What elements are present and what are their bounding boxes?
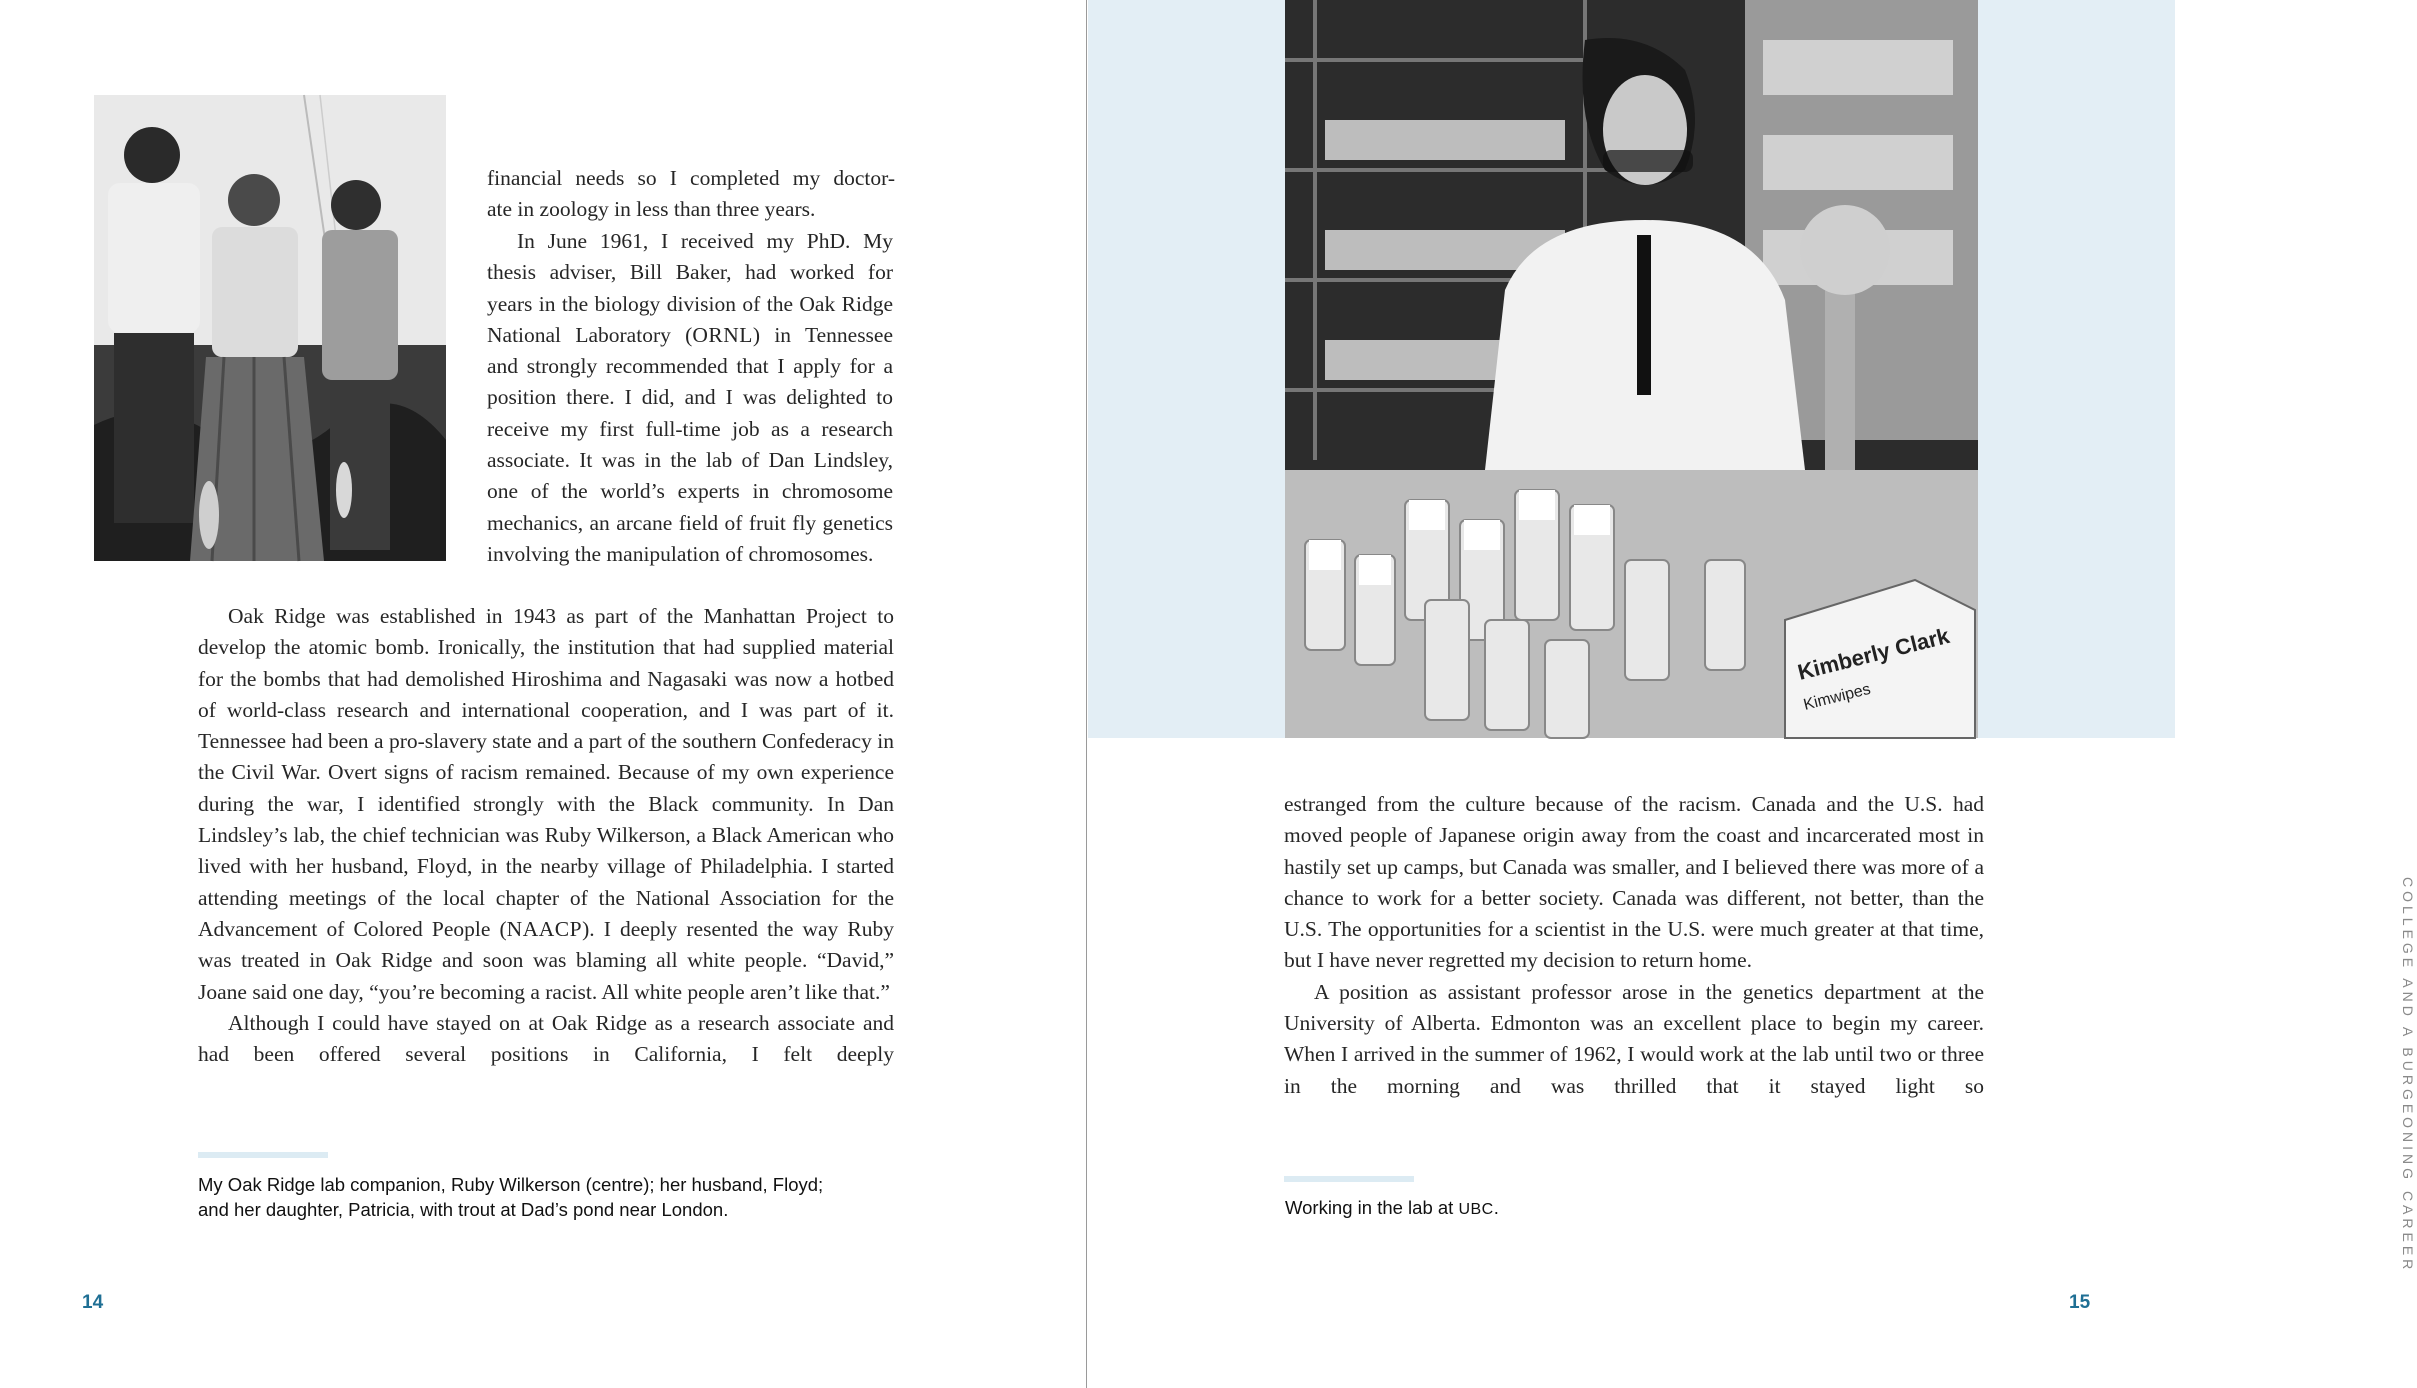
- running-head-text: COLLEGE AND A BURGEONING CAREER: [2400, 877, 2416, 1274]
- paragraph-phd: [487, 226, 893, 570]
- caption-line: My Oak Ridge lab companion, Ruby Wilkerson (centre); her husband, Floyd;: [198, 1174, 824, 1195]
- caption-text: .: [1493, 1197, 1499, 1218]
- text-line: financial needs so I completed my doctor-: [487, 166, 895, 190]
- paragraph-oak-ridge: [198, 601, 894, 1070]
- paragraph-text: estranged from the culture because of the racism. Canada and the U.S. had moved people of Japanese origin away from the coast and incarcerated most in hastily set up camps, but Canada was smaller, and I believed there was more of a chance to work for a better society. Canada was different, not better, than the U.S. The opportunities for a scientist in the U.S. were much greater at that time, but I have never regretted my decision to return home.: [1284, 792, 1984, 973]
- abbreviation: ORNL: [692, 322, 753, 347]
- paragraph-text: In June 1961, I received my PhD. My thesis adviser, Bill Baker, had worked for years in the biology division of the Oak Ridge National Laboratory (: [487, 229, 893, 347]
- abbreviation: NAACP: [506, 916, 583, 941]
- page-number: 14: [82, 1292, 104, 1313]
- column-text-beside-photo: [487, 163, 895, 226]
- paragraph-text: Although I could have stayed on at Oak Ridge as a research associate and had been offered several positions in California, I felt deeply: [198, 1010, 894, 1067]
- caption-text: Working in the lab at: [1285, 1197, 1459, 1218]
- paragraph-text: A position as assistant professor arose in the genetics department at the University of Alberta. Edmonton was an excellent place to begin my career. When I arrived in the summer of 1962, I would work at the lab until two or three in the morning and was thrilled that it stayed light so: [1284, 979, 1984, 1098]
- paragraph-estranged: [1284, 789, 1984, 1102]
- family-photo-illustration: [94, 95, 446, 561]
- caption-rule: [198, 1152, 328, 1158]
- right-page: [1088, 0, 2416, 1388]
- paragraph-text: ) in Tennessee and strongly recommended that I apply for a position there. I did, and I was delighted to receive my first full-time job as a research associate. It was in the lab of Dan Lindsley, one of the world’s experts in chromosome mechanics, an arcane field of fruit fly genetics involving the manipulation of chromosomes.: [487, 322, 894, 566]
- tissue-box-product: Kimwipes: [1801, 680, 1873, 714]
- text-line: ate in zoology in less than three years.: [487, 197, 816, 222]
- paragraph-text: ). I deeply resented the way Ruby was treated in Oak Ridge and soon was blaming all white people. “David,” Joane said one day, “you’re becoming a racist. All white people aren’t like that.”: [198, 916, 894, 1004]
- tissue-box-brand: Kimberly Clark: [1795, 623, 1952, 685]
- abbreviation: UBC: [1458, 1201, 1494, 1218]
- caption-rule: [1284, 1176, 1414, 1182]
- left-page: [0, 0, 1087, 1388]
- page-number: 15: [2069, 1292, 2091, 1313]
- caption-line: and her daughter, Patricia, with trout at Dad’s pond near London.: [198, 1199, 729, 1220]
- photo-caption: [1285, 1195, 1785, 1222]
- photo-caption: [198, 1172, 918, 1222]
- lab-photo: [1285, 0, 1978, 738]
- family-fishing-photo: [94, 95, 446, 561]
- lab-photo-illustration: [1285, 0, 1978, 738]
- paragraph-text: Oak Ridge was established in 1943 as part of the Manhattan Project to develop the atomic bomb. Ironically, the institution that had supplied material for the bombs that had demolished Hiroshima and Nagasaki was now a hotbed of world-class research and international cooperation, and I was part of it. Tennessee had been a pro-slavery state and a part of the southern Confederacy in the Civil War. Overt signs of racism remained. Because of my own experience during the war, I identified strongly with the Black community. In Dan Lindsley’s lab, the chief technician was Ruby Wilkerson, a Black American who lived with her husband, Floyd, in the nearby village of Philadelphia. I started attending meetings of the local chapter of the National Association for the Advancement of Colored People (: [198, 604, 894, 941]
